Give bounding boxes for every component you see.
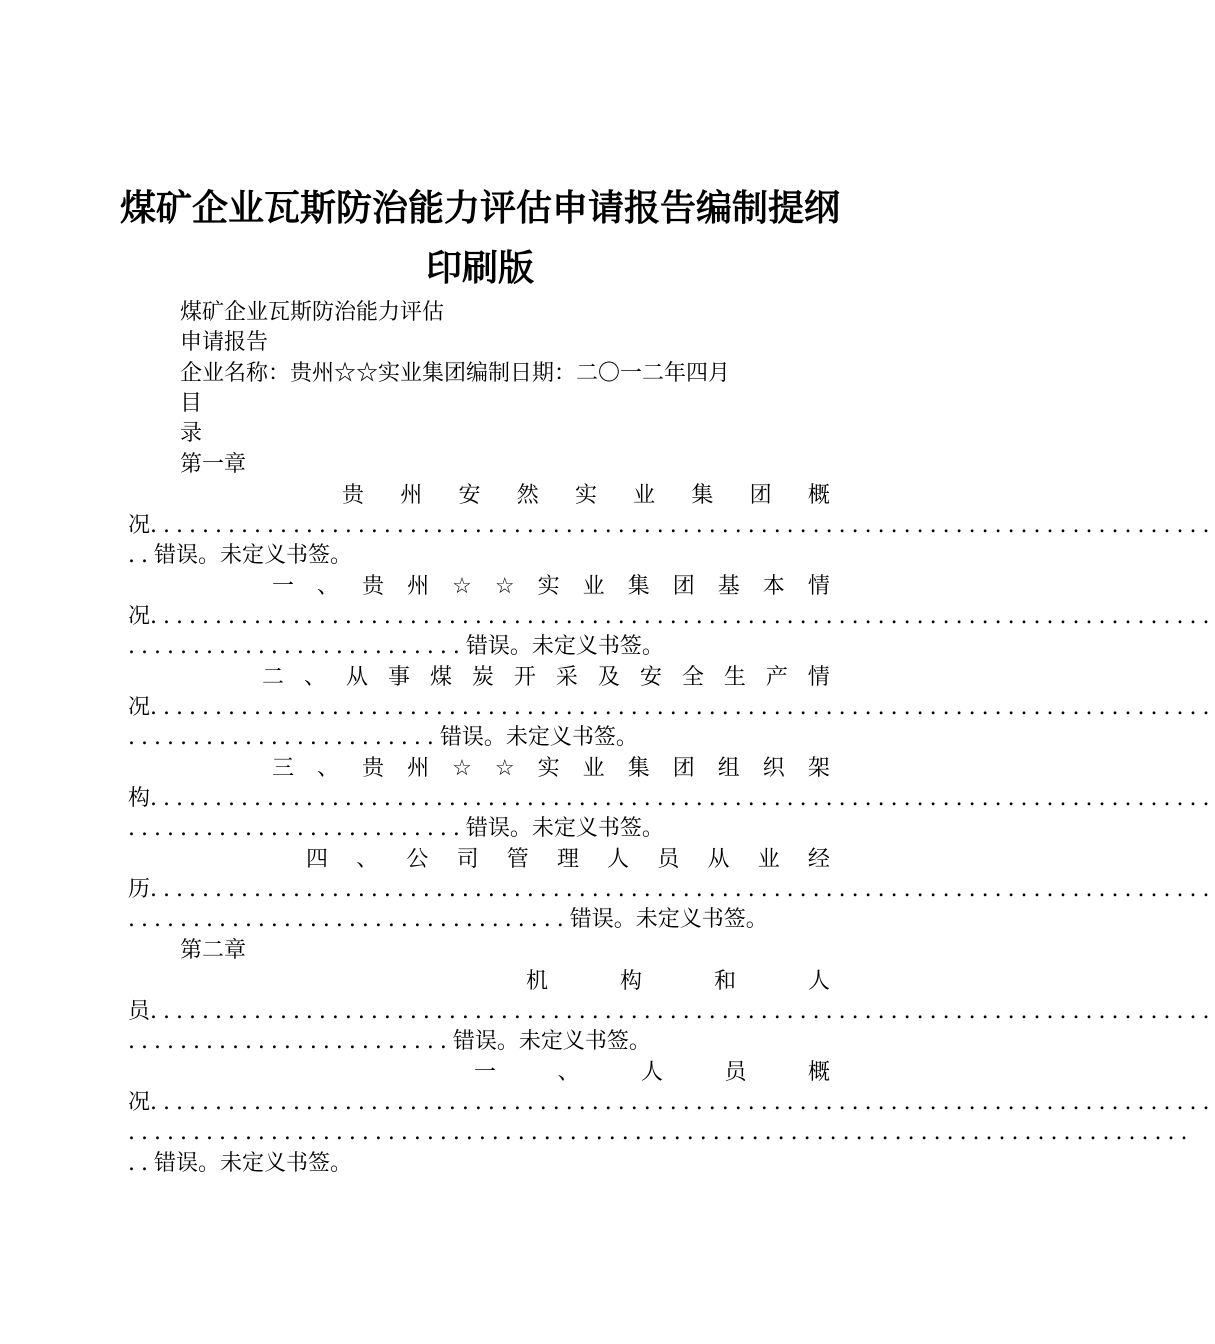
- heading-char: 州: [407, 756, 430, 781]
- heading-char: 贵: [342, 483, 365, 508]
- heading-char: 员: [724, 1060, 747, 1085]
- heading-char: 基: [717, 574, 740, 599]
- document-title-line-1: 煤矿企业瓦斯防治能力评估申请报告编制提纲: [120, 187, 841, 229]
- dot-leader: ..........................: [128, 816, 466, 841]
- toc-leader-line: [128, 997, 1215, 1027]
- heading-tail: 员: [128, 999, 151, 1024]
- toc-error-text: 错误。未定义书签。: [439, 725, 638, 750]
- heading-char: 管: [506, 847, 529, 872]
- heading-char: 生: [723, 665, 746, 690]
- toc-error-text: 错误。未定义书签。: [154, 1151, 353, 1176]
- heading-char: 理: [556, 847, 579, 872]
- heading-tail: 历: [128, 877, 151, 902]
- heading-char: 安: [458, 483, 481, 508]
- toc-leader-line: [128, 602, 1215, 632]
- toc-page-ref-line: [128, 814, 830, 844]
- dot-leader: ..................................................................................: [150, 695, 1215, 720]
- heading-char: 人: [640, 1060, 663, 1085]
- heading-tail: 构: [128, 786, 151, 811]
- heading-char: 安: [639, 665, 662, 690]
- dot-leader: ..................................................................................: [150, 513, 1215, 538]
- document-title-line-2: 印刷版: [425, 247, 534, 289]
- heading-char: 构: [619, 969, 642, 994]
- heading-char: 产: [765, 665, 788, 690]
- heading-char: 机: [526, 969, 549, 994]
- toc-entry-heading[interactable]: [272, 754, 830, 784]
- cover-name-line-2: 申请报告: [180, 330, 269, 355]
- heading-tail: 况: [128, 695, 151, 720]
- heading-char: 、: [317, 574, 340, 599]
- dot-leader: ..................................: [128, 907, 570, 932]
- heading-char: ☆: [452, 574, 472, 599]
- toc-page-ref-line: [128, 905, 830, 935]
- toc-heading-char-1: 目: [180, 391, 203, 416]
- heading-char: 团: [672, 574, 695, 599]
- toc-leader-line: [128, 1118, 1194, 1148]
- heading-char: 四: [306, 847, 329, 872]
- heading-char: 本: [762, 574, 785, 599]
- dot-leader: ..................................................................................: [150, 999, 1215, 1024]
- heading-char: 、: [303, 665, 326, 690]
- heading-char: 概: [807, 1060, 830, 1085]
- heading-char: 人: [807, 969, 830, 994]
- toc-page-ref-line: [128, 1027, 830, 1057]
- heading-char: 团: [749, 483, 772, 508]
- heading-char: 、: [557, 1060, 580, 1085]
- heading-char: 公: [406, 847, 429, 872]
- heading-char: 集: [691, 483, 714, 508]
- heading-char: 业: [757, 847, 780, 872]
- heading-char: 业: [582, 574, 605, 599]
- heading-char: 实: [537, 756, 560, 781]
- dot-leader: ..................................................................................: [150, 604, 1215, 629]
- heading-char: 员: [657, 847, 680, 872]
- heading-char: 实: [537, 574, 560, 599]
- toc-page-ref-line: [128, 632, 830, 662]
- heading-char: 架: [807, 756, 830, 781]
- heading-char: 人: [607, 847, 630, 872]
- dot-leader: ........................: [128, 725, 440, 750]
- toc-entry-heading[interactable]: [474, 1058, 830, 1088]
- heading-char: 业: [582, 756, 605, 781]
- heading-char: 从: [345, 665, 368, 690]
- toc-page-ref-line: [128, 541, 830, 571]
- heading-char: 经: [807, 847, 830, 872]
- toc-error-text: 错误。未定义书签。: [154, 543, 353, 568]
- heading-char: 采: [555, 665, 578, 690]
- dot-leader: ..................................................................................: [128, 1120, 1194, 1145]
- dot-leader: ..: [128, 543, 154, 568]
- heading-char: 和: [713, 969, 736, 994]
- heading-char: 事: [387, 665, 410, 690]
- heading-char: 、: [356, 847, 379, 872]
- heading-tail: 况: [128, 1090, 151, 1115]
- heading-char: 司: [456, 847, 479, 872]
- toc-entry-heading[interactable]: [272, 572, 830, 602]
- toc-error-text: 错误。未定义书签。: [465, 634, 664, 659]
- heading-char: 贵: [362, 756, 385, 781]
- toc-entry-heading[interactable]: [526, 967, 830, 997]
- dot-leader: ..........................: [128, 634, 466, 659]
- toc-leader-line: [128, 1088, 1215, 1118]
- toc-error-text: 错误。未定义书签。: [465, 816, 664, 841]
- dot-leader: ..: [128, 1151, 154, 1176]
- heading-char: 开: [513, 665, 536, 690]
- heading-char: 从: [707, 847, 730, 872]
- heading-char: 情: [807, 574, 830, 599]
- heading-char: 一: [272, 574, 295, 599]
- toc-error-text: 错误。未定义书签。: [569, 907, 768, 932]
- toc-heading-char-2: 录: [180, 421, 203, 446]
- toc-leader-line: [128, 784, 1215, 814]
- heading-char: 及: [597, 665, 620, 690]
- heading-char: 实: [574, 483, 597, 508]
- heading-char: 织: [762, 756, 785, 781]
- heading-char: 炭: [471, 665, 494, 690]
- heading-char: 然: [516, 483, 539, 508]
- heading-char: 贵: [362, 574, 385, 599]
- heading-tail: 况: [128, 513, 151, 538]
- heading-char: 业: [633, 483, 656, 508]
- heading-char: 、: [317, 756, 340, 781]
- heading-char: 组: [717, 756, 740, 781]
- heading-char: ☆: [494, 574, 515, 599]
- toc-entry-heading[interactable]: [262, 663, 830, 693]
- company-info-line: 企业名称：贵州☆☆实业集团编制日期：二〇一二年四月: [180, 361, 731, 386]
- toc-chapter-label: 第一章: [180, 452, 247, 477]
- heading-char: 州: [407, 574, 430, 599]
- heading-char: 一: [474, 1060, 497, 1085]
- toc-page-ref-line: [128, 1149, 830, 1179]
- heading-char: 州: [400, 483, 423, 508]
- heading-char: 二: [262, 665, 285, 690]
- toc-leader-line: [128, 511, 1215, 541]
- heading-char: 集: [627, 574, 650, 599]
- cover-name-line-1: 煤矿企业瓦斯防治能力评估: [180, 300, 445, 325]
- dot-leader: .........................: [128, 1029, 453, 1054]
- heading-char: 团: [672, 756, 695, 781]
- toc-chapter-label: 第二章: [180, 938, 247, 963]
- toc-entry-heading[interactable]: [342, 481, 830, 511]
- heading-char: 概: [807, 483, 830, 508]
- dot-leader: ..................................................................................: [150, 786, 1215, 811]
- toc-page-ref-line: [128, 723, 830, 753]
- toc-leader-line: [128, 693, 1215, 723]
- heading-char: ☆: [494, 756, 515, 781]
- toc-leader-line: [128, 875, 1215, 905]
- heading-char: 全: [681, 665, 704, 690]
- heading-char: ☆: [452, 756, 472, 781]
- heading-char: 三: [272, 756, 295, 781]
- toc-entry-heading[interactable]: [306, 845, 830, 875]
- toc-error-text: 错误。未定义书签。: [452, 1029, 651, 1054]
- heading-char: 集: [627, 756, 650, 781]
- dot-leader: ..................................................................................: [150, 1090, 1215, 1115]
- heading-tail: 况: [128, 604, 151, 629]
- dot-leader: ..................................................................................: [150, 877, 1215, 902]
- heading-char: 煤: [429, 665, 452, 690]
- heading-char: 情: [807, 665, 830, 690]
